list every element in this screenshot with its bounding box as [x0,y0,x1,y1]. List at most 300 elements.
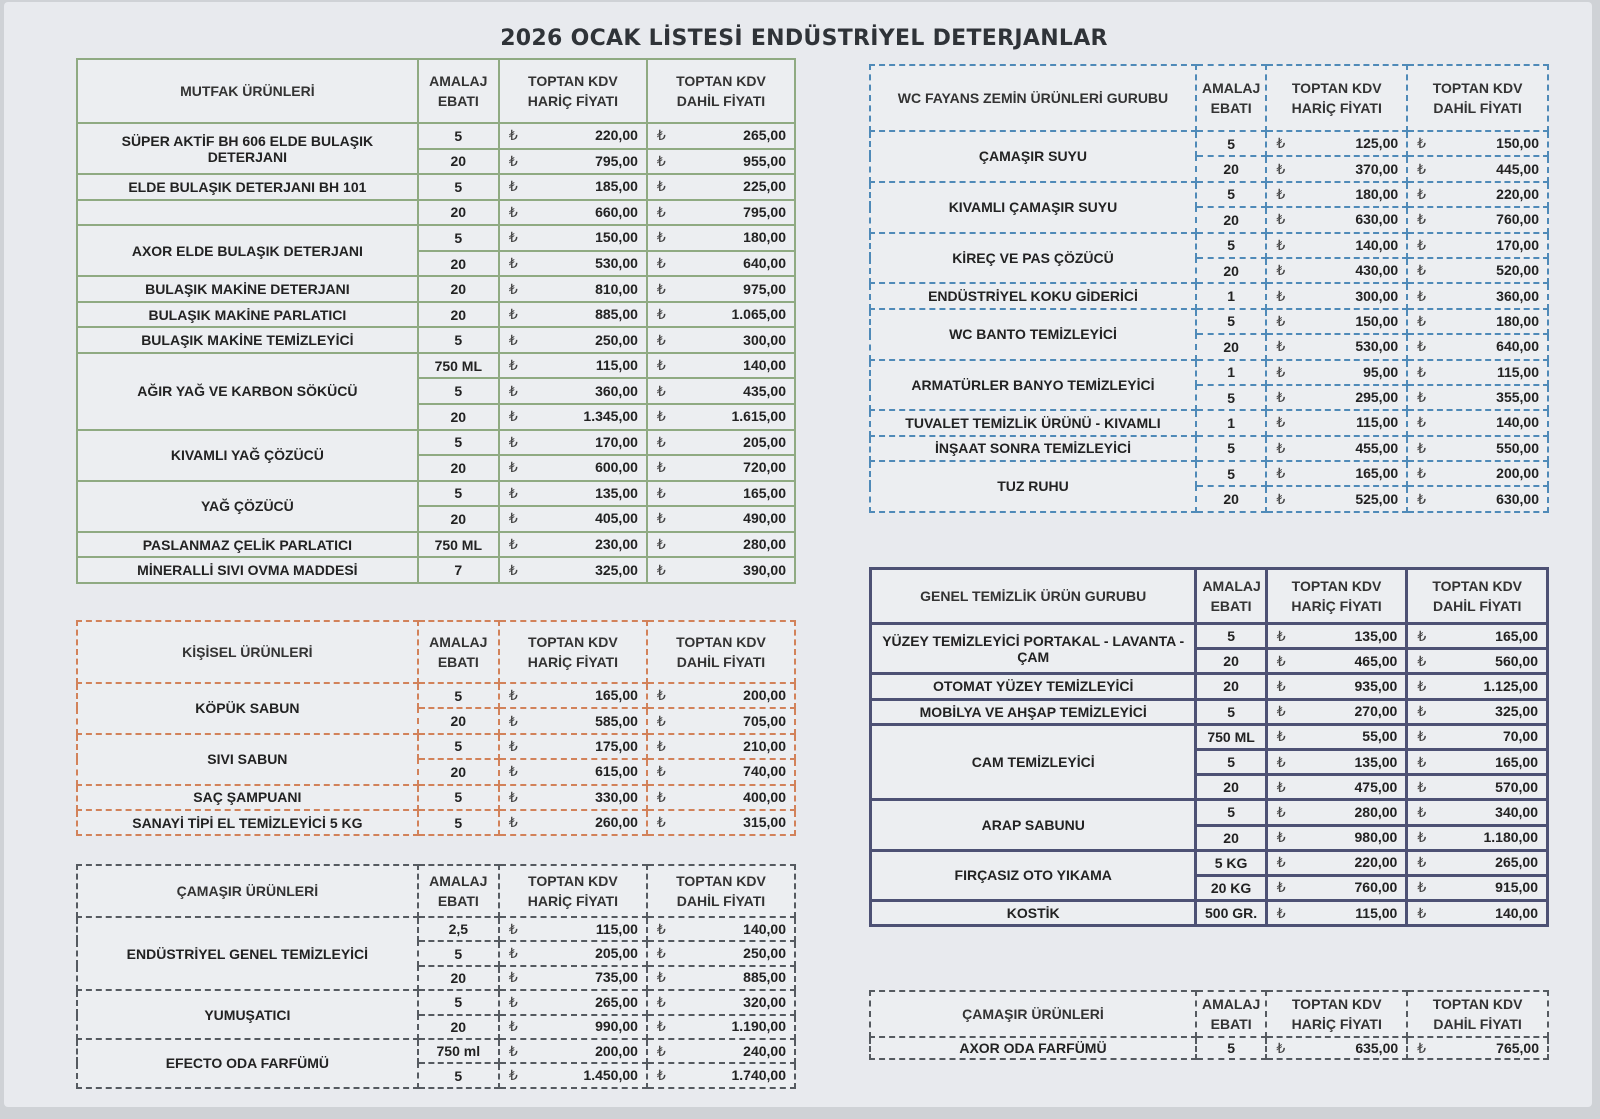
price-value: 200,00 [743,687,786,704]
price-value: 795,00 [595,152,638,169]
price-excl-vat [1266,156,1407,181]
price-value: 885,00 [595,306,638,323]
price-excl-vat [1266,1037,1407,1059]
price-value: 140,00 [1495,904,1538,921]
lira-icon: ₺ [656,788,666,805]
package-size: 5 [418,123,499,149]
section-table [76,58,796,584]
table-row [77,734,795,759]
price-excl-vat [499,251,647,277]
table-row [77,327,795,353]
lira-icon: ₺ [508,331,518,348]
lira-icon: ₺ [1417,363,1427,380]
package-size: 5 [1196,461,1266,486]
table-row [871,800,1548,825]
product-name: MİNERALLİ SIVI OVMA MADDESİ [77,557,418,583]
table-row [77,123,795,149]
lira-icon: ₺ [508,484,518,501]
price-value: 955,00 [743,152,786,169]
table-row [77,200,795,226]
lira-icon: ₺ [1417,703,1427,720]
section-title: KİŞİSEL ÜRÜNLERİ [77,621,418,683]
lira-icon: ₺ [1276,338,1286,355]
package-size: 5 [1196,436,1266,461]
lira-icon: ₺ [508,945,518,962]
price-value: 990,00 [595,1018,638,1035]
price-value: 600,00 [595,459,638,476]
lira-icon: ₺ [508,280,518,297]
product-name: BULAŞIK MAKİNE PARLATICI [77,302,418,328]
product-name: OTOMAT YÜZEY TEMİZLEYİCİ [871,674,1196,699]
product-name: KOSTİK [871,901,1196,926]
lira-icon: ₺ [1417,803,1427,820]
lira-icon: ₺ [656,459,666,476]
price-excl-vat [499,481,647,507]
lira-icon: ₺ [656,969,666,986]
price-value: 1.180,00 [1483,829,1538,846]
table-row [77,1039,795,1063]
section-title: ÇAMAŞIR ÜRÜNLERİ [870,991,1196,1037]
table-row [77,683,795,708]
lira-icon: ₺ [508,178,518,195]
lira-icon: ₺ [1417,160,1427,177]
price-excl-vat [499,785,647,810]
price-incl-vat [1407,334,1548,359]
price-value: 810,00 [595,280,638,297]
price-value: 180,00 [1355,185,1399,202]
package-size: 20 [1196,825,1266,850]
price-excl-vat [499,708,647,733]
column-header: AMALAJ EBATI [418,59,499,123]
price-excl-vat [1266,699,1407,724]
price-value: 915,00 [1495,879,1538,896]
product-name: SÜPER AKTİF BH 606 ELDE BULAŞIK DETERJANI [77,123,418,174]
product-name: CAM TEMİZLEYİCİ [871,724,1196,800]
price-value: 630,00 [1355,211,1399,228]
lira-icon: ₺ [1276,262,1286,279]
product-name: ENDÜSTRİYEL GENEL TEMİZLEYİCİ [77,917,418,990]
lira-icon: ₺ [656,1018,666,1035]
lira-icon: ₺ [656,920,666,937]
package-size: 1 [1196,410,1266,435]
lira-icon: ₺ [1417,236,1427,253]
lira-icon: ₺ [1417,627,1427,644]
table-row [870,233,1548,258]
price-excl-vat [1266,749,1407,774]
price-excl-vat [499,532,647,558]
price-value: 315,00 [743,814,786,831]
price-incl-vat [647,1039,795,1063]
price-value: 355,00 [1496,389,1539,406]
price-value: 445,00 [1496,160,1539,177]
package-size: 5 [1196,800,1266,825]
lira-icon: ₺ [656,306,666,323]
price-value: 125,00 [1355,135,1399,152]
table-row [77,174,795,200]
section-title: ÇAMAŞIR ÜRÜNLERİ [77,865,418,917]
package-size: 5 [418,225,499,251]
product-name: AĞIR YAĞ VE KARBON SÖKÜCÜ [77,353,418,430]
lira-icon: ₺ [1276,135,1286,152]
product-name: PASLANMAZ ÇELİK PARLATICI [77,532,418,558]
price-excl-vat [499,1039,647,1063]
price-value: 165,00 [595,687,638,704]
lira-icon: ₺ [1276,211,1286,228]
product-name: EFECTO ODA FARFÜMÜ [77,1039,418,1088]
price-excl-vat [1266,624,1407,649]
package-size: 5 [1196,131,1266,156]
package-size: 20 [1196,649,1266,674]
price-value: 975,00 [743,280,786,297]
lira-icon: ₺ [1417,439,1427,456]
table-row [871,724,1548,749]
price-value: 630,00 [1496,490,1539,507]
price-incl-vat [1407,775,1548,800]
price-value: 1.190,00 [731,1018,786,1035]
price-incl-vat [647,557,795,583]
lira-icon: ₺ [656,127,666,144]
table-row [870,461,1548,486]
page-title: 2026 OCAK LİSTESİ ENDÜSTRİYEL DETERJANLAR [500,26,1108,51]
lira-icon: ₺ [1417,778,1427,795]
price-excl-vat [1266,207,1407,232]
price-value: 115,00 [1356,414,1399,431]
price-value: 640,00 [743,255,786,271]
lira-icon: ₺ [508,203,518,220]
lira-icon: ₺ [656,357,666,374]
price-excl-vat [499,174,647,200]
price-value: 135,00 [1354,627,1398,644]
price-excl-vat [1266,461,1407,486]
lira-icon: ₺ [508,255,518,271]
lira-icon: ₺ [1417,490,1427,507]
product-name: KİREÇ VE PAS ÇÖZÜCÜ [870,233,1196,284]
lira-icon: ₺ [1417,879,1427,896]
price-value: 180,00 [1496,312,1539,329]
price-value: 760,00 [1354,879,1398,896]
lira-icon: ₺ [1276,236,1286,253]
product-name: TUZ RUHU [870,461,1196,512]
section-table [869,567,1549,927]
price-excl-vat [499,149,647,175]
price-excl-vat [1266,283,1407,308]
lira-icon: ₺ [1276,753,1286,770]
price-incl-vat [1407,674,1548,699]
table-header-row [77,865,795,917]
price-value: 150,00 [1496,135,1539,152]
package-size: 750 ML [1196,724,1266,749]
lira-icon: ₺ [508,763,518,780]
table-header-row [870,65,1548,131]
price-incl-vat [647,200,795,226]
package-size: 1 [1196,283,1266,308]
lira-icon: ₺ [656,737,666,754]
price-value: 135,00 [1354,753,1398,770]
product-name: SAÇ ŞAMPUANI [77,785,418,810]
price-value: 795,00 [743,203,786,220]
product-name: SANAYİ TİPİ EL TEMİZLEYİCİ 5 KG [77,810,418,835]
lira-icon: ₺ [1276,389,1286,406]
table-row [77,302,795,328]
package-size: 5 [418,941,499,965]
price-value: 175,00 [595,737,638,754]
package-size: 1 [1196,360,1266,385]
package-size: 5 [418,810,499,835]
price-excl-vat [499,404,647,430]
price-incl-vat [1407,699,1548,724]
lira-icon: ₺ [656,203,666,220]
price-excl-vat [499,276,647,302]
price-incl-vat [1407,875,1548,900]
package-size: 20 [418,759,499,784]
lira-icon: ₺ [1417,262,1427,279]
price-incl-vat [647,123,795,149]
price-incl-vat [647,481,795,507]
price-incl-vat [647,990,795,1014]
product-name: SIVI SABUN [77,734,418,785]
lira-icon: ₺ [656,229,666,246]
lira-icon: ₺ [508,510,518,527]
lira-icon: ₺ [656,382,666,399]
price-incl-vat [647,149,795,175]
price-value: 140,00 [743,357,786,374]
price-incl-vat [1407,258,1548,283]
lira-icon: ₺ [1417,465,1427,482]
table-header-row [870,991,1548,1037]
package-size: 20 [418,276,499,302]
product-name: WC BANTO TEMİZLEYİCİ [870,309,1196,360]
price-value: 585,00 [595,712,638,729]
lira-icon: ₺ [656,712,666,729]
price-value: 885,00 [743,969,786,986]
price-value: 325,00 [595,561,638,578]
price-value: 735,00 [595,969,638,986]
price-value: 360,00 [595,382,638,399]
price-excl-vat [499,941,647,965]
price-value: 150,00 [595,229,638,246]
price-incl-vat [1407,283,1548,308]
price-incl-vat [1407,800,1548,825]
lira-icon: ₺ [1276,677,1286,694]
price-incl-vat [1407,486,1548,511]
price-value: 165,00 [1495,753,1538,770]
section-table [869,990,1549,1060]
price-incl-vat [1407,207,1548,232]
price-incl-vat [1407,461,1548,486]
price-excl-vat [499,378,647,404]
lira-icon: ₺ [1276,439,1286,456]
section-title: GENEL TEMİZLİK ÜRÜN GURUBU [871,569,1196,624]
lira-icon: ₺ [1276,490,1286,507]
section-table [76,864,796,1089]
price-value: 265,00 [1495,854,1538,871]
table-row [77,990,795,1014]
package-size: 20 [1196,258,1266,283]
column-header: TOPTAN KDV HARİÇ FİYATI [1266,65,1407,131]
price-excl-vat [499,506,647,532]
lira-icon: ₺ [656,433,666,450]
price-value: 280,00 [743,536,786,553]
price-value: 185,00 [595,178,638,195]
lira-icon: ₺ [508,127,518,144]
lira-icon: ₺ [656,945,666,962]
price-value: 265,00 [595,993,638,1010]
column-header: TOPTAN KDV DAHİL FİYATI [1407,65,1548,131]
price-value: 115,00 [595,357,638,374]
price-value: 170,00 [595,433,638,450]
price-incl-vat [647,759,795,784]
product-name: BULAŞIK MAKİNE TEMİZLEYİCİ [77,327,418,353]
package-size: 5 [418,327,499,353]
price-value: 200,00 [595,1042,638,1059]
product-name: YAĞ ÇÖZÜCÜ [77,481,418,532]
product-name: BULAŞIK MAKİNE DETERJANI [77,276,418,302]
lira-icon: ₺ [1276,1039,1286,1056]
lira-icon: ₺ [508,536,518,553]
package-size: 5 [418,785,499,810]
price-incl-vat [647,353,795,379]
package-size: 20 [418,200,499,226]
table-header-row [77,621,795,683]
price-value: 150,00 [1355,312,1399,329]
price-incl-vat [647,683,795,708]
lira-icon: ₺ [656,993,666,1010]
lira-icon: ₺ [1276,879,1286,896]
price-value: 405,00 [595,510,638,527]
price-value: 115,00 [1496,363,1539,380]
price-incl-vat [647,734,795,759]
lira-icon: ₺ [1417,728,1427,745]
lira-icon: ₺ [508,969,518,986]
section-title: WC FAYANS ZEMİN ÜRÜNLERİ GURUBU [870,65,1196,131]
price-value: 640,00 [1496,338,1539,355]
package-size: 20 [418,455,499,481]
column-header: TOPTAN KDV DAHİL FİYATI [647,865,795,917]
lira-icon: ₺ [656,510,666,527]
table-row [77,276,795,302]
price-value: 1.345,00 [583,408,638,425]
table-row [77,430,795,456]
lira-icon: ₺ [656,178,666,195]
price-incl-vat [647,1063,795,1087]
lira-icon: ₺ [508,687,518,704]
price-value: 210,00 [743,737,786,754]
package-size: 5 [418,734,499,759]
lira-icon: ₺ [508,152,518,169]
lira-icon: ₺ [1276,465,1286,482]
price-incl-vat [647,174,795,200]
lira-icon: ₺ [1417,753,1427,770]
price-value: 430,00 [1355,262,1399,279]
package-size: 750 ml [418,1039,499,1063]
price-excl-vat [1266,436,1407,461]
lira-icon: ₺ [1276,904,1286,921]
price-excl-vat [499,990,647,1014]
price-value: 330,00 [595,788,638,805]
price-incl-vat [647,810,795,835]
price-excl-vat [1266,775,1407,800]
price-value: 230,00 [595,536,638,553]
table-row [870,410,1548,435]
lira-icon: ₺ [508,993,518,1010]
column-header: TOPTAN KDV DAHİL FİYATI [1407,991,1548,1037]
price-value: 570,00 [1495,778,1538,795]
lira-icon: ₺ [508,1042,518,1059]
price-excl-vat [1266,825,1407,850]
price-incl-vat [647,455,795,481]
price-incl-vat [1407,360,1548,385]
price-excl-vat [1266,360,1407,385]
lira-icon: ₺ [508,814,518,831]
table-row [871,901,1548,926]
price-excl-vat [499,810,647,835]
column-header: TOPTAN KDV DAHİL FİYATI [647,59,795,123]
price-value: 560,00 [1495,652,1538,669]
price-value: 270,00 [1354,703,1398,720]
price-excl-vat [1266,674,1407,699]
lira-icon: ₺ [1276,312,1286,329]
product-name: KÖPÜK SABUN [77,683,418,734]
price-excl-vat [1266,131,1407,156]
table-row [870,436,1548,461]
lira-icon: ₺ [1417,652,1427,669]
price-incl-vat [1407,850,1548,875]
table-header-row [871,569,1548,624]
price-value: 140,00 [1355,236,1399,253]
package-size: 20 [1196,334,1266,359]
price-value: 635,00 [1355,1039,1399,1056]
price-excl-vat [1266,334,1407,359]
package-size: 20 [1196,156,1266,181]
lira-icon: ₺ [1276,363,1286,380]
price-excl-vat [499,225,647,251]
package-size: 5 [1196,624,1266,649]
package-size: 20 [1196,207,1266,232]
price-incl-vat [647,941,795,965]
table-row [870,182,1548,207]
price-value: 250,00 [743,945,786,962]
package-size: 20 KG [1196,875,1266,900]
price-value: 260,00 [595,814,638,831]
package-size: 5 [1196,699,1266,724]
lira-icon: ₺ [1417,854,1427,871]
lira-icon: ₺ [656,255,666,271]
lira-icon: ₺ [508,712,518,729]
price-incl-vat [647,276,795,302]
product-name: ELDE BULAŞIK DETERJANI BH 101 [77,174,418,200]
product-name: YÜZEY TEMİZLEYİCİ PORTAKAL - LAVANTA - ÇAM [871,624,1196,674]
price-value: 390,00 [743,561,786,578]
table-row [77,481,795,507]
column-header: TOPTAN KDV HARİÇ FİYATI [499,865,647,917]
table-row [870,309,1548,334]
lira-icon: ₺ [508,382,518,399]
package-size: 20 [418,404,499,430]
price-excl-vat [1266,800,1407,825]
package-size: 5 [1196,749,1266,774]
table-row [871,850,1548,875]
product-name: YUMUŞATICI [77,990,418,1039]
price-excl-vat [1266,258,1407,283]
column-header: TOPTAN KDV HARİÇ FİYATI [1266,569,1407,624]
lira-icon: ₺ [656,561,666,578]
product-name: ARMATÜRLER BANYO TEMİZLEYİCİ [870,360,1196,411]
price-value: 140,00 [743,920,786,937]
price-value: 165,00 [743,484,786,501]
price-value: 980,00 [1354,829,1398,846]
lira-icon: ₺ [656,331,666,348]
lira-icon: ₺ [1417,185,1427,202]
